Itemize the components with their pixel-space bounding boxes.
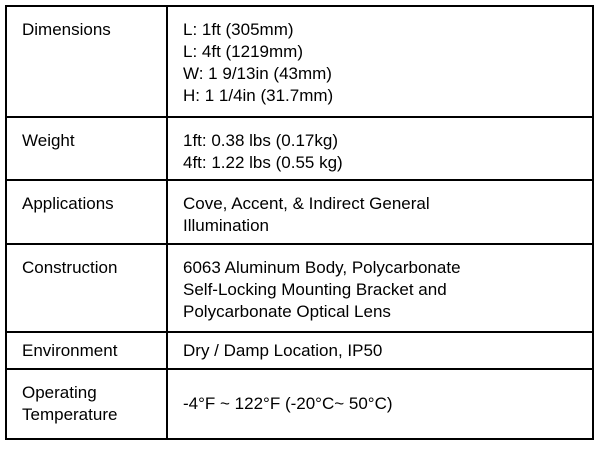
value-text: Illumination xyxy=(183,216,269,235)
row-label xyxy=(6,6,167,117)
label-text: Temperature xyxy=(22,405,118,424)
table-row xyxy=(6,369,593,439)
table-row xyxy=(6,244,593,332)
row-value xyxy=(167,244,593,332)
row-label xyxy=(6,180,167,244)
spec-table xyxy=(5,5,594,440)
label-text: Operating xyxy=(22,383,97,402)
value-text: -4°F ~ 122°F (-20°C~ 50°C) xyxy=(183,394,393,413)
value-text: L: 1ft (305mm) xyxy=(183,20,294,39)
table-row xyxy=(6,117,593,180)
label-text: Construction xyxy=(22,258,118,277)
table-row xyxy=(6,180,593,244)
table-row xyxy=(6,6,593,117)
row-value xyxy=(167,117,593,180)
row-label xyxy=(6,244,167,332)
row-label xyxy=(6,369,167,439)
row-label xyxy=(6,332,167,369)
value-text: W: 1 9/13in (43mm) xyxy=(183,64,332,83)
value-text: 1ft: 0.38 lbs (0.17kg) xyxy=(183,131,338,150)
table-row xyxy=(6,332,593,369)
value-text: Polycarbonate Optical Lens xyxy=(183,302,391,321)
value-text: 4ft: 1.22 lbs (0.55 kg) xyxy=(183,153,343,172)
value-text: H: 1 1/4in (31.7mm) xyxy=(183,86,334,105)
label-text: Dimensions xyxy=(22,20,111,39)
label-text: Applications xyxy=(22,194,114,213)
value-text: Cove, Accent, & Indirect General xyxy=(183,194,430,213)
row-value xyxy=(167,332,593,369)
label-text: Environment xyxy=(22,340,118,360)
row-value xyxy=(167,6,593,117)
row-value xyxy=(167,369,593,439)
row-label xyxy=(6,117,167,180)
label-text: Weight xyxy=(22,131,75,150)
value-text: Dry / Damp Location, IP50 xyxy=(183,340,383,360)
value-text: Self-Locking Mounting Bracket and xyxy=(183,280,447,299)
value-text: 6063 Aluminum Body, Polycarbonate xyxy=(183,258,461,277)
row-value xyxy=(167,180,593,244)
value-text: L: 4ft (1219mm) xyxy=(183,42,303,61)
